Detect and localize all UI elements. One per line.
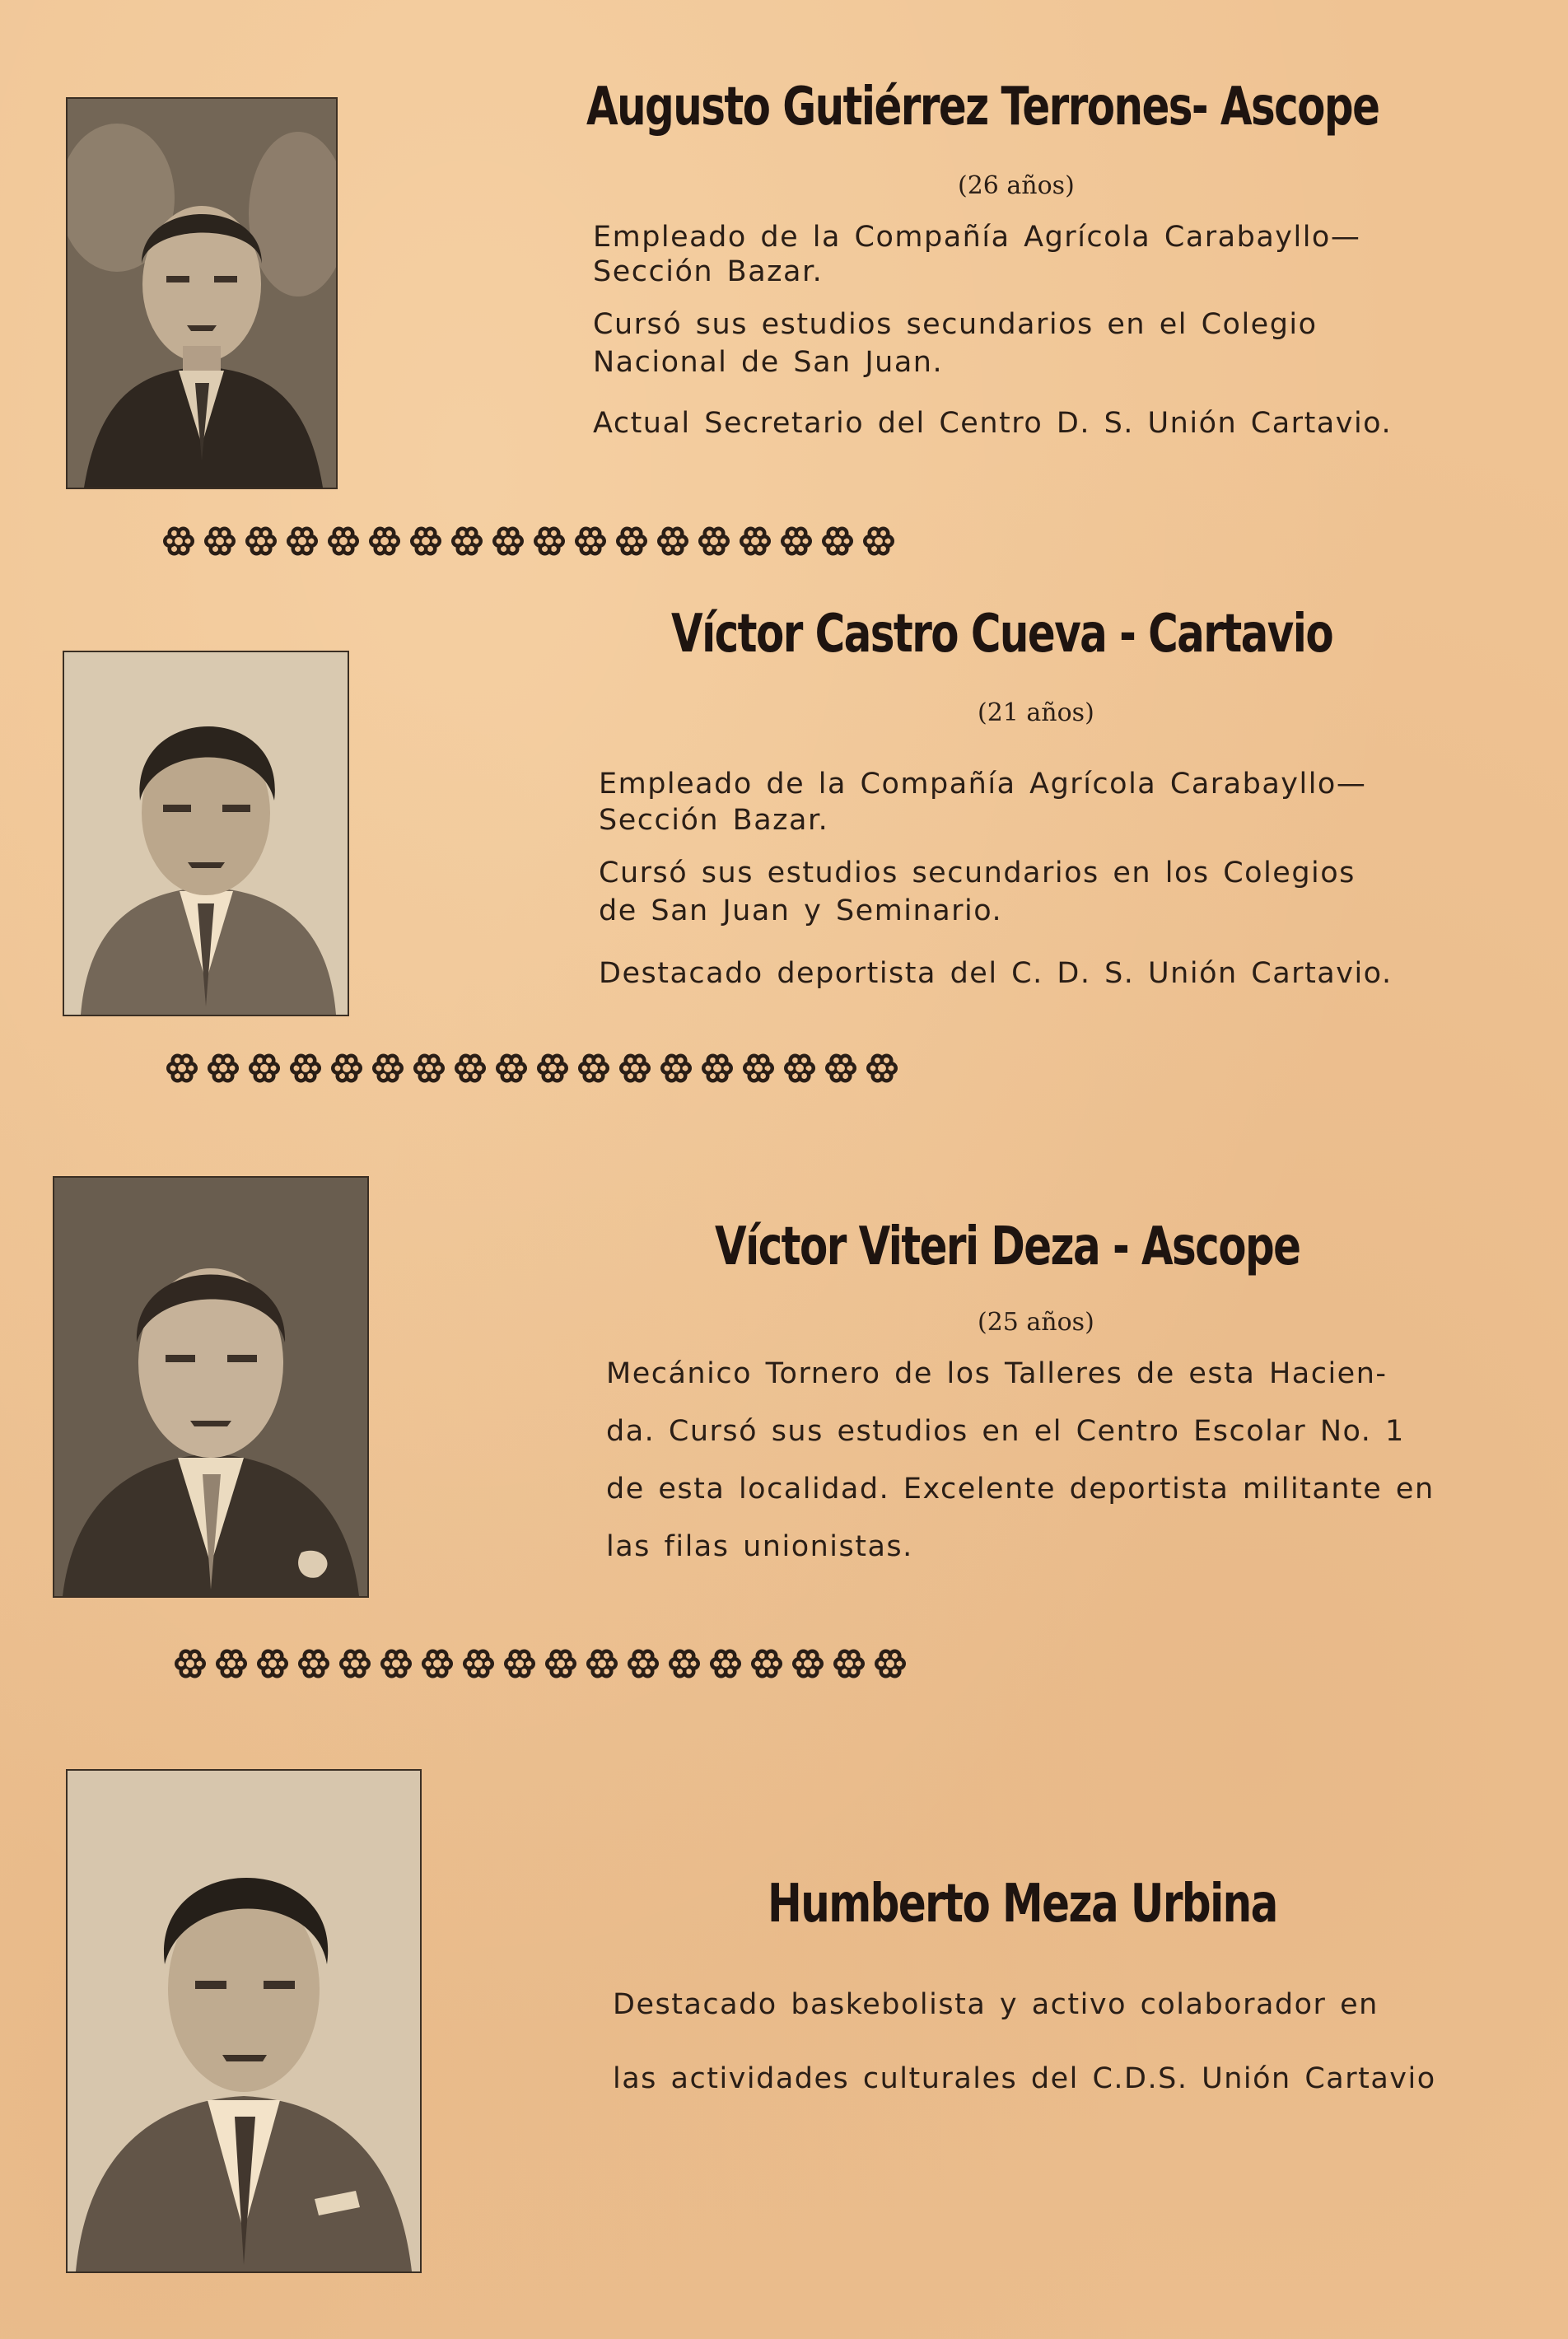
bio-line: las actividades culturales del C.D.S. Unión Cartavio	[613, 2062, 1436, 2095]
rosette-icon	[740, 526, 771, 555]
rosette-icon	[743, 1053, 774, 1082]
rosette-icon	[369, 526, 400, 555]
rosette-icon	[702, 1053, 733, 1082]
rosette-icon	[166, 1053, 198, 1082]
rosette-icon	[257, 1649, 288, 1678]
portrait-photo-icon	[53, 1176, 369, 1598]
person-name: Augusto Gutiérrez Terrones- Ascope	[586, 77, 1379, 138]
bio-line: las filas unionistas.	[606, 1530, 913, 1563]
rosette-icon	[586, 1649, 618, 1678]
bio-line: da. Cursó sus estudios en el Centro Escolar No. 1	[606, 1415, 1405, 1448]
rosette-icon	[339, 1649, 371, 1678]
rosette-icon	[833, 1649, 865, 1678]
rosette-icon	[492, 526, 524, 555]
rosette-icon	[216, 1649, 247, 1678]
rosette-icon	[208, 1053, 239, 1082]
rosette-icon	[698, 526, 730, 555]
rosette-icon	[331, 1053, 362, 1082]
rosette-icon	[372, 1053, 404, 1082]
person-age: (25 años)	[978, 1308, 1094, 1337]
rosette-border-icon	[158, 516, 916, 566]
bio-line: Destacado deportista del C. D. S. Unión Cartavio.	[599, 957, 1393, 990]
rosette-icon	[628, 1649, 659, 1678]
rosette-icon	[175, 1649, 206, 1678]
rosette-icon	[463, 1649, 494, 1678]
rosette-icon	[575, 526, 606, 555]
rosette-icon	[328, 526, 359, 555]
rosette-border-icon	[161, 1043, 919, 1093]
rosette-icon	[710, 1649, 741, 1678]
rosette-icon	[875, 1649, 906, 1678]
rosette-icon	[163, 526, 194, 555]
rosette-border-icon	[170, 1639, 927, 1688]
bio-entry-1	[586, 77, 1525, 138]
bio-entry-3	[715, 1216, 1505, 1277]
bio-line: Empleado de la Compañía Agrícola Carabayllo—	[599, 768, 1367, 801]
bio-line: de esta localidad. Excelente deportista militante en	[606, 1473, 1435, 1506]
ornament-row-2	[161, 1043, 919, 1093]
bio-entry-2	[671, 604, 1528, 665]
bio-line: Nacional de San Juan.	[593, 346, 944, 379]
portrait-photo-icon	[63, 651, 349, 1016]
bio-line: Cursó sus estudios secundarios en los Colegios	[599, 857, 1356, 889]
person-age: (26 años)	[958, 171, 1075, 200]
rosette-icon	[298, 1649, 329, 1678]
rosette-icon	[534, 526, 565, 555]
rosette-icon	[204, 526, 236, 555]
bio-line: Sección Bazar.	[599, 804, 829, 837]
rosette-icon	[537, 1053, 568, 1082]
bio-line: Destacado baskebolista y activo colaborador en	[613, 1988, 1379, 2021]
bio-line: Sección Bazar.	[593, 255, 824, 288]
portrait-photo-victor-castro	[64, 652, 348, 1015]
rosette-icon	[669, 1649, 700, 1678]
bio-line: Cursó sus estudios secundarios en el Colegio	[593, 308, 1318, 341]
portrait-photo-augusto	[68, 99, 336, 488]
rosette-icon	[380, 1649, 412, 1678]
rosette-icon	[451, 526, 483, 555]
rosette-icon	[413, 1053, 445, 1082]
portrait-photo-victor-viteri	[54, 1178, 367, 1596]
portrait-photo-icon	[66, 1769, 422, 2273]
rosette-icon	[792, 1649, 824, 1678]
rosette-icon	[545, 1649, 576, 1678]
rosette-icon	[249, 1053, 280, 1082]
rosette-icon	[504, 1649, 535, 1678]
bio-line: Actual Secretario del Centro D. S. Unión Cartavio.	[593, 407, 1393, 440]
bio-line: de San Juan y Seminario.	[599, 894, 1003, 927]
ornament-row-1	[158, 516, 916, 566]
bio-entry-4	[768, 1874, 1509, 1935]
rosette-icon	[578, 1053, 609, 1082]
rosette-icon	[866, 1053, 898, 1082]
rosette-icon	[496, 1053, 527, 1082]
rosette-icon	[455, 1053, 486, 1082]
portrait-photo-icon	[66, 97, 338, 489]
person-name: Víctor Viteri Deza - Ascope	[715, 1216, 1300, 1277]
bio-line: Mecánico Tornero de los Talleres de esta Hacien-	[606, 1357, 1388, 1390]
rosette-icon	[422, 1649, 453, 1678]
rosette-icon	[616, 526, 647, 555]
person-name: Humberto Meza Urbina	[768, 1874, 1277, 1935]
person-age: (21 años)	[978, 698, 1094, 727]
rosette-icon	[410, 526, 441, 555]
rosette-icon	[784, 1053, 815, 1082]
rosette-icon	[657, 526, 688, 555]
person-name: Víctor Castro Cueva - Cartavio	[671, 604, 1333, 665]
rosette-icon	[751, 1649, 782, 1678]
bio-line: Empleado de la Compañía Agrícola Carabayllo—	[593, 221, 1361, 254]
rosette-icon	[287, 526, 318, 555]
rosette-icon	[619, 1053, 651, 1082]
rosette-icon	[660, 1053, 692, 1082]
rosette-icon	[781, 526, 812, 555]
rosette-icon	[245, 526, 277, 555]
portrait-photo-humberto	[68, 1771, 420, 2271]
rosette-icon	[822, 526, 853, 555]
ornament-row-3	[170, 1639, 927, 1688]
rosette-icon	[863, 526, 894, 555]
rosette-icon	[825, 1053, 856, 1082]
rosette-icon	[290, 1053, 321, 1082]
